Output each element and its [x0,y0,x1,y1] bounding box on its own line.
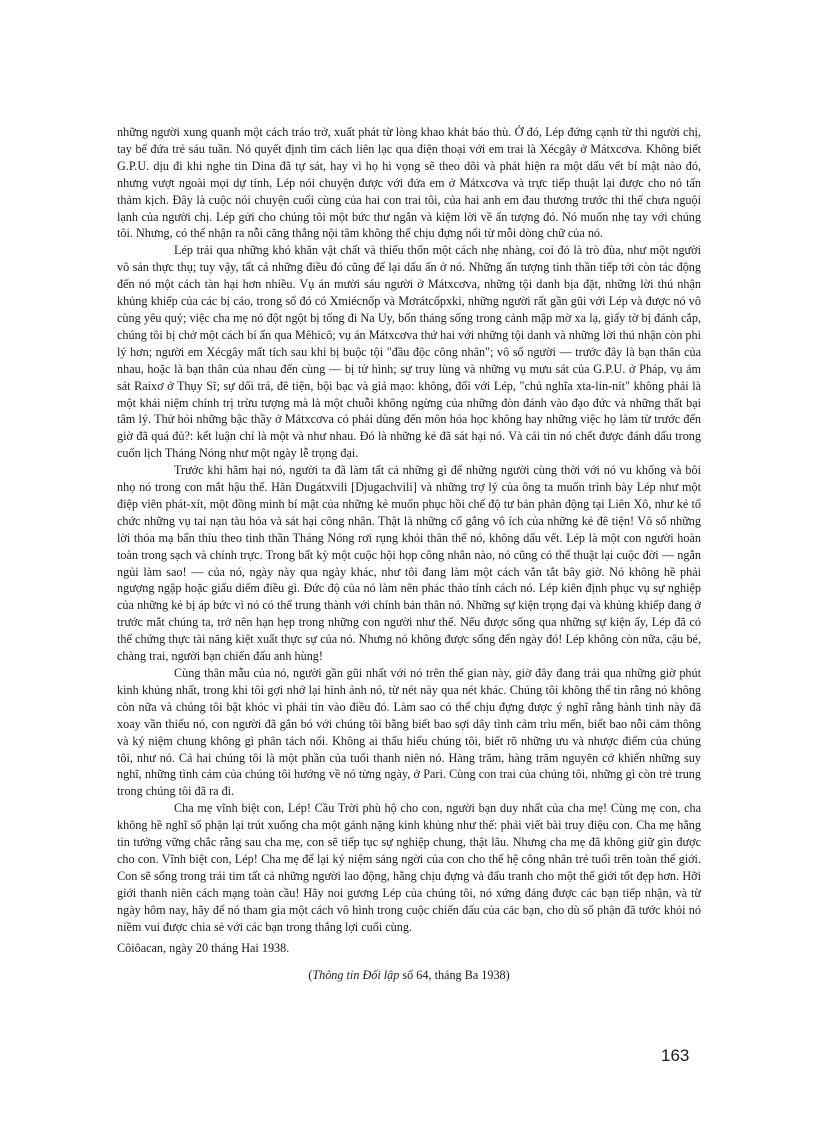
source-citation [117,967,701,984]
paragraph: Lép trải qua những khó khăn vật chất và thiếu thốn một cách nhẹ nhàng, coi đó là trò đùa, như một người vô sản thực thụ; tuy vậy, tất cả những điều đó cũng để lại dấu ấn ở nó. Những ấn tượng tinh thần tiếp tới còn tác động đến nó một cách tàn hại hơn nhiều. Vụ án mười sáu người ở Mátxcơva, những tội danh bịa đặt, những lời thú nhận khủng khiếp của các bị cáo, trong số đó có Xmiécnốp và Mơrátcốpxki, những người rất gần gũi với Lép và được nó vô cùng yêu quý; việc cha mẹ nó đột ngột bị tống đi Na Uy, bốn tháng sống trong cảnh mập mờ xa lạ, giấy tờ bị đánh cắp, chúng tôi bị chở một cách bí ẩn qua Mêhicô; vụ án Mátxcơva thứ hai với những tội danh và những lời thú nhận còn phi lý hơn; người em Xécgây mất tích sau khi bị buộc tội "đầu độc công nhân"; vô số người — trước đây là bạn thân của nhau, hoặc là bạn thân của nhau đến cùng — bị tử hình; sự truy lùng và những vụ mưu sát của G.P.U. ở Pháp, vụ ám sát Raixơ ở Thụy Sĩ; sự dối trá, đê tiện, bội bạc và giả mạo: không, đối với Lép, "chủ nghĩa xta-lin-nít" không phải là một khái niệm chính trị trừu tượng mà là một chuỗi không ngừng của những đòn đánh vào đạo đức và những thất bại tâm lý. Thử hỏi những bậc thầy ở Mátxcơva có phải dùng đến môn hóa học không hay những việc họ làm từ trước đến giờ đã quá đủ?: kết luận chỉ là một và như nhau. Đó là những kẻ đã sát hại nó. Và cái tin nó chết được đánh dấu trong cuốn lịch Tháng Nóng như một ngày lễ trọng đại. [117,243,701,461]
source-title: Thông tin Đối lập [312,968,400,983]
page-number: 163 [661,1046,690,1065]
source-rest: số 64, tháng Ba 1938) [399,968,510,983]
paragraph: Trước khi hãm hại nó, người ta đã làm tất cả những gì để những người cùng thời với nó vu khống và bôi nhọ nó trong con mắt hậu thế. Hăn Dugátxvili [Djugachvili] và những trợ lý của ông ta muốn trình bày Lép như một điệp viên phát-xít, một đồng minh bí mật của những kẻ muốn phục hồi chế độ tư bản phản động tại Liên Xô, như kẻ tổ chức những vụ tai nạn tàu hỏa và sát hại công nhân. Thật là những cố gắng vô ích của những kẻ đê tiện! Vô số những lời thóa mạ bẩn thỉu theo tinh thần Tháng Nóng rơi rụng khỏi thân thể nó, không dấu vết. Lép là một con người hoàn toàn trong sạch và chính trực. Trong bất kỳ một cuộc hội họp công nhân nào, nó cũng có thể thuật lại cuộc đời — ngắn ngủi làm sao! — của nó, ngày này qua ngày khác, như tôi đang làm một cách vắn tắt bây giờ. Nó không hề phải ngượng ngập hoặc giấu diếm điều gì. Đức độ của nó làm nên phác thảo tính cách nó. Lép kiên định phục vụ sự nghiệp của những kẻ bị áp bức vì nó có thể trung thành với chính bản thân nó. Những sự kiện trọng đại và khủng khiếp đang ở trước mắt chúng ta, trở nên hạn hẹp trong những con người như thế. Nếu được sống qua những sự kiện ấy, Lép đã có thể chứng thực tài năng kiệt xuất thực sự của nó. Nhưng nó không được sống đến ngày đó! Lép không còn nữa, cậu bé, chàng trai, người bạn chiến đấu anh hùng! [117,463,701,664]
page-body [117,124,701,984]
paragraph: Cha mẹ vĩnh biệt con, Lép! Cầu Trời phù hộ cho con, người bạn duy nhất của cha mẹ! Cùng mẹ con, cha không hề nghĩ số phận lại trút xuống cha một gánh nặng kinh khủng như thế: phải viết bài truy điệu con. Cha mẹ hằng tin tưởng vững chắc rằng sau cha mẹ, con sẽ tiếp tục sự nghiệp chung, thật lâu. Nhưng cha mẹ đã không giữ gìn được cho con. Vĩnh biệt con, Lép! Cha mẹ để lại ký niệm sáng ngời của con cho thế hệ công nhân trẻ tuổi trên toàn thế giới. Con sẽ sống trong trái tim tất cả những người lao động, hằng chịu đựng và đấu tranh cho một thế giới tốt đẹp hơn. Hỡi giới thanh niên cách mạng toàn cầu! Hãy noi gương Lép của chúng tôi, nó xứng đáng được các bạn tiếp nhận, và từ ngày hôm nay, hãy để nó tham gia một cách vô hình trong cuộc chiến đấu của các bạn, cho dù số phận đã tước khỏi nó niềm vui được chia sẻ với các bạn trong thắng lợi cuối cùng. [117,801,701,934]
source-open: ( [308,968,313,983]
signoff-date-line: Côiôacan, ngày 20 tháng Hai 1938. [117,940,290,955]
paragraph: Cùng thân mẫu của nó, người gần gũi nhất với nó trên thế gian này, giờ đây đang trải qua những giờ phút kinh khủng nhất, trong khi tôi gợi nhớ lại hình ảnh nó, từ nét này qua nét khác. Chúng tôi không thể tin rằng nó không còn nữa và chúng tôi bật khóc vì phải tin vào điều đó. Làm sao có thể chịu đựng được ý nghĩ rằng hành tinh này đã xoay vần thiếu nó, con người đã gắn bó với chúng tôi bằng biết bao sợi dây tình cảm trìu mến, biết bao nỗi cảm thông và ký niệm chung không gì phân tách nổi. Không ai thấu hiểu chúng tôi, biết rõ những ưu và nhược điểm của chúng tôi, như nó. Cả hai chúng tôi là một phần của tuổi thanh niên nó. Hàng trăm, hàng trăm nguyên cớ khiến những suy nghĩ, những tình cảm của chúng tôi hướng về nó từng ngày, ở Pari. Cùng con trai của chúng tôi, những gì còn trẻ trung trong chúng tôi đã ra đi. [117,666,701,799]
paragraph-continuation: những người xung quanh một cách tráo trở, xuất phát từ lòng khao khát báo thù. Ở đó, Lép đứng cạnh từ thi người chị, tay bế đứa trẻ sáu tuần. Nó quyết định tìm cách liên lạc qua điện thoại với em trai là Xécgây ở Mátxcơva. Không biết G.P.U. dịu đi khi nghe tin Dina đã tự sát, hay vì họ hi vọng sẽ theo dõi và phát hiện ra một dấu vết bí mật nào đó, nhưng vượt ngoài mọi dự tính, Lép nói chuyện được với đứa em ở Mátxcơva và trực tiếp thuật lại được cho nó tấn thảm kịch. Đây là cuộc nói chuyện cuối cùng của hai con trai tôi, của hai anh em đau thương trước thi thể chưa nguội lạnh của người chị. Lép gửi cho chúng tôi một bức thư ngắn và kiệm lời về ấn tượng đó. Nó muốn nhẹ tay với chúng tôi. Nhưng, có thể nhận ra nỗi căng thẳng nội tâm không thể chịu đựng nổi từ mỗi dòng chữ của nó. [117,125,701,241]
